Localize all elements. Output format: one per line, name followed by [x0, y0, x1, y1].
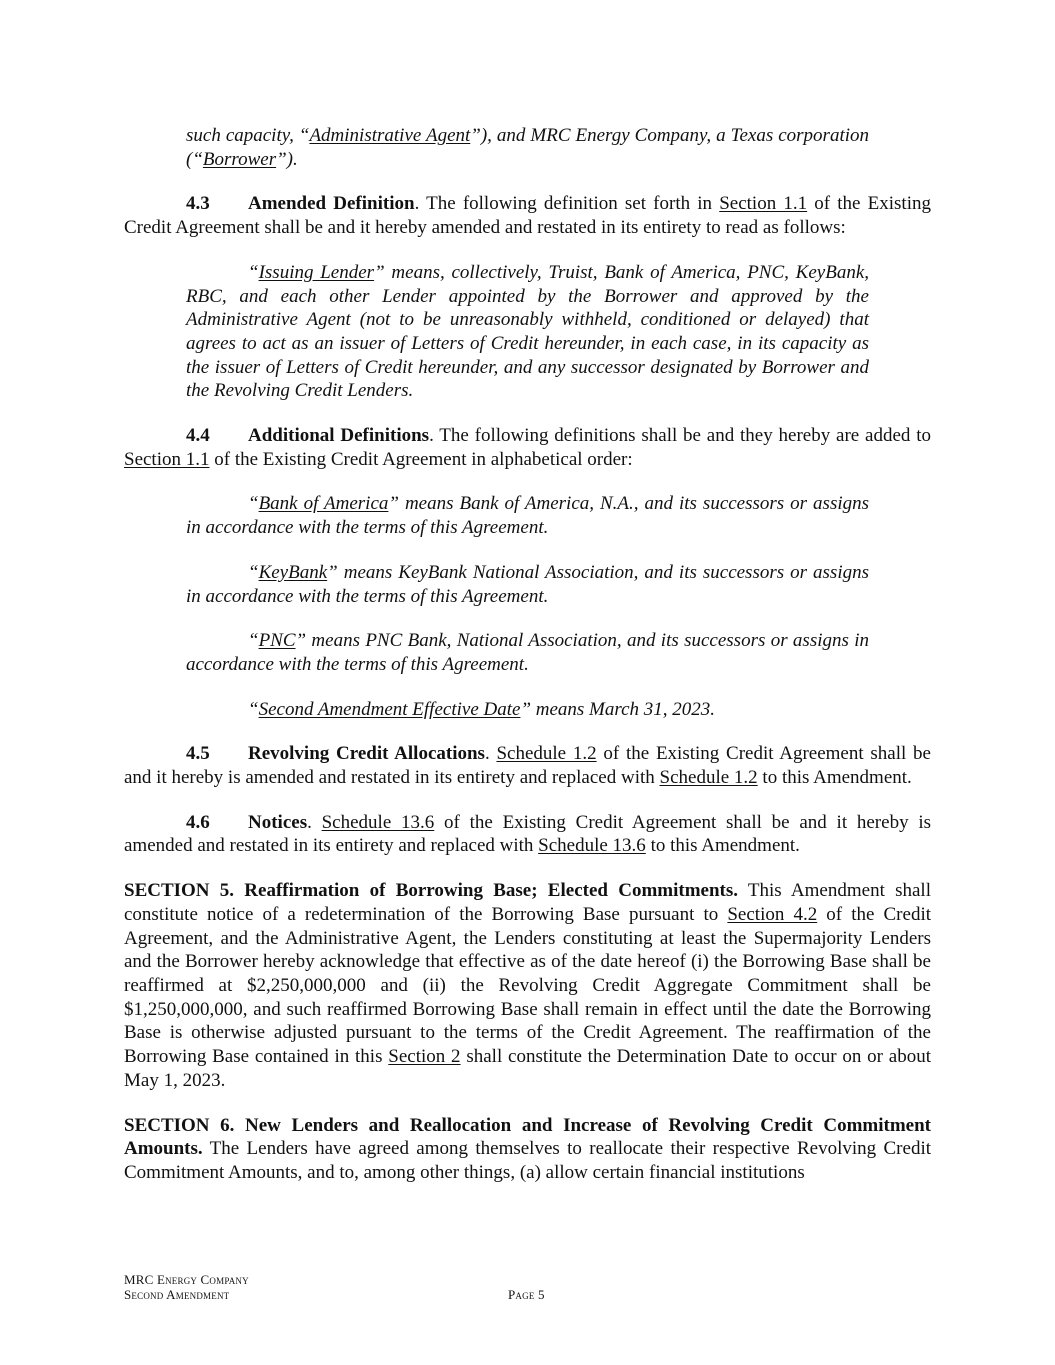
- quote-mark: “: [248, 630, 259, 652]
- quote-mark: “: [248, 261, 259, 283]
- document-page: [124, 124, 931, 1185]
- section-number: 4.5: [186, 743, 210, 765]
- section-reference: Schedule 13.6: [321, 811, 435, 833]
- definition-keybank: [186, 561, 869, 608]
- section-text: to this Amendment.: [757, 767, 912, 789]
- page-number: Page 5: [508, 1287, 545, 1302]
- quote-mark: “: [248, 698, 259, 720]
- section-number: 4.4: [186, 425, 210, 447]
- section-heading: Amended Definition: [248, 193, 415, 215]
- defined-term: PNC: [258, 630, 296, 652]
- section-text: of the Credit Agreement, and the Administrative Agent, the Lenders constituting at least the Supermajority Lenders and the Borrower hereby acknowledge that effective as of the date hereof (i) the Borrowing Base shall be reaffirmed at $2,250,000,000 and (ii) the Revolving Credit Aggregate Commitment shall be $1,250,000,000, and such reaffirmed Borrowing Base shall remain in effect until the date the Borrowing Base is otherwise adjusted pursuant to the terms of the Credit Agreement. The reaffirmation of the Borrowing Base contained in this: [124, 903, 932, 1068]
- quote-mark: “: [248, 561, 259, 583]
- definition-bank-of-america: [186, 492, 869, 539]
- section-reference: Section 4.2: [727, 903, 818, 925]
- defined-term-administrative-agent: Administrative Agent: [309, 125, 471, 146]
- defined-term: Second Amendment Effective Date: [258, 698, 521, 720]
- definition-text: ” means Bank of America, N.A., and its successors or assigns in accordance with the terms of this Agreement.: [186, 493, 870, 539]
- section-number: 4.6: [186, 811, 210, 833]
- footer-document-name: Second Amendment: [124, 1287, 230, 1302]
- definition-second-amendment-effective-date: [186, 698, 869, 722]
- section-text: of the Existing Credit Agreement in alphabetical order:: [209, 448, 633, 470]
- section-text: of the Existing Credit Agreement shall be and it hereby is amended and restated in its entirety and replaced with: [124, 811, 931, 857]
- section-6: [124, 1114, 931, 1185]
- section-5: [124, 879, 931, 1092]
- section-reference: Schedule 1.2: [496, 743, 597, 765]
- definition-text: ” means March 31, 2023.: [520, 698, 716, 720]
- section-4-3: [124, 192, 931, 239]
- section-number: 4.3: [186, 193, 210, 215]
- section-text: of the Existing Credit Agreement shall be and it hereby is amended and restated in its entirety and replaced with: [124, 743, 931, 789]
- definition-issuing-lender: [186, 261, 869, 403]
- section-text: of the Existing Credit Agreement shall be and it hereby amended and restated in its entirety to read as follows:: [124, 193, 931, 239]
- section-4-5: [124, 742, 931, 789]
- page-footer: [124, 1272, 931, 1302]
- section-heading: Additional Definitions: [248, 425, 430, 447]
- definition-pnc: [186, 629, 869, 676]
- section-text: This Amendment shall constitute notice of a redetermination of the Borrowing Base pursuant to: [124, 880, 931, 925]
- intro-text: ”), and MRC Energy Company, a Texas corporation (“: [186, 125, 869, 170]
- section-text: shall constitute the Determination Date to occur on or about May 1, 2023.: [124, 1046, 931, 1091]
- defined-term-borrower: Borrower: [202, 148, 277, 170]
- definition-text: ” means PNC Bank, National Association, and its successors or assigns in accordance with the terms of this Agreement.: [186, 630, 869, 675]
- section-reference: Schedule 1.2: [659, 767, 758, 789]
- section-text: . The following definitions shall be and they hereby are added to: [429, 425, 931, 447]
- section-4-6: [124, 811, 931, 858]
- quote-mark: “: [248, 493, 259, 515]
- definition-text: ” means KeyBank National Association, and its successors or assigns in accordance with the terms of this Agreement.: [186, 561, 869, 607]
- defined-term: Bank of America: [258, 493, 389, 515]
- section-reference: Schedule 13.6: [538, 835, 646, 857]
- section-text: .: [307, 811, 322, 833]
- section-4-4: [124, 424, 931, 471]
- section-reference: Section 1.1: [124, 448, 210, 470]
- defined-term: KeyBank: [258, 561, 328, 583]
- intro-text: ”).: [276, 148, 298, 170]
- defined-term: Issuing Lender: [258, 261, 375, 283]
- section-text: . The following definition set forth in: [414, 193, 720, 215]
- section-heading: Revolving Credit Allocations: [248, 743, 485, 765]
- section-text: to this Amendment.: [645, 835, 800, 857]
- section-heading: SECTION 5. Reaffirmation of Borrowing Base; Elected Commitments.: [124, 880, 738, 902]
- intro-text: such capacity, “: [186, 125, 310, 146]
- section-reference: Section 2: [388, 1046, 461, 1068]
- section-heading: Notices: [248, 811, 308, 833]
- section-heading: SECTION 6. New Lenders and Reallocation and Increase of Revolving Credit Commitment Amounts.: [124, 1114, 931, 1160]
- section-reference: Section 1.1: [719, 193, 808, 215]
- section-text: .: [484, 743, 497, 765]
- section-text: The Lenders have agreed among themselves to reallocate their respective Revolving Credit Commitment Amounts, and to, among other things, (a) allow certain financial institutions: [124, 1138, 931, 1183]
- footer-company: MRC Energy Company: [124, 1272, 249, 1287]
- intro-paragraph: [186, 124, 869, 171]
- definition-text: ” means, collectively, Truist, Bank of America, PNC, KeyBank, RBC, and each other Lender appointed by the Borrower and approved by the Administrative Agent (not to be unreasonably withheld, conditioned or delayed) that agrees to act as an issuer of Letters of Credit hereunder, in each case, in its capacity as the issuer of Letters of Credit hereunder, and any successor designated by Borrower and the Revolving Credit Lenders.: [186, 261, 869, 402]
